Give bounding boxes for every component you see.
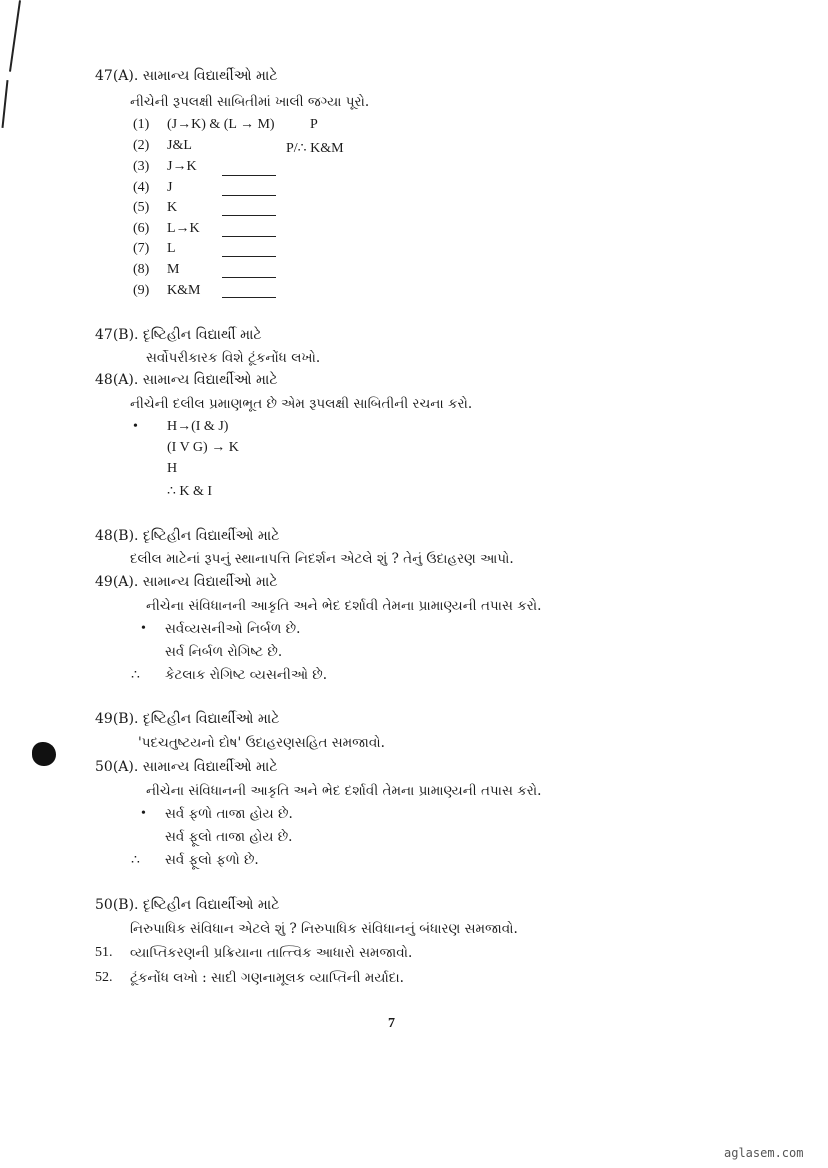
q52-number: 52. [95,970,113,985]
step-expression: K&M [167,283,201,298]
q51-number: 51. [95,945,113,960]
q48b-heading: 48(B). દૃષ્ટિહીન વિદ્યાર્થીઓ માટે [95,528,280,544]
conclusion-marker: P/∴ K&M [286,141,344,156]
q49a-heading: 49(A). સામાન્ય વિદ્યાર્થીઓ માટે [95,574,278,590]
bullet: • [133,419,138,434]
page-number: 7 [388,1016,395,1031]
step-expression: J [167,180,173,195]
scan-edge-mark [9,0,21,72]
step-expression: J&L [167,138,192,153]
syllogism-line: સર્વ ફળો તાજા હોય છે. [165,806,293,822]
answer-blank[interactable] [222,195,276,196]
q49b-text: 'પદચતુષ્ટયનો દોષ' ઉદાહરણસહિત સમજાવો. [138,735,385,751]
answer-blank[interactable] [222,277,276,278]
q49a-instruction: નીચેના સંવિધાનની આકૃતિ અને ભેદ દર્શાવી તેમના પ્રામાણ્યની તપાસ કરો. [146,598,542,614]
step-expression: (J→K) & (L → M) [167,117,275,132]
argument-line: (I V G) → K [167,440,239,455]
q52-text: ટૂંકનોંધ લખો : સાદી ગણનામૂલક વ્યાપ્તિની મર્યાદા. [130,970,404,986]
step-number: (7) [133,241,150,256]
scan-edge-mark [1,80,8,128]
answer-blank[interactable] [222,256,276,257]
step-number: (1) [133,117,150,132]
footer-watermark: aglasem.com [724,1146,804,1160]
q47b-heading: 47(B). દૃષ્ટિહીન વિદ્યાર્થી માટે [95,327,262,343]
answer-blank[interactable] [222,215,276,216]
step-expression: L→K [167,221,200,236]
q49b-heading: 49(B). દૃષ્ટિહીન વિદ્યાર્થીઓ માટે [95,711,280,727]
q50b-heading: 50(B). દૃષ્ટિહીન વિદ્યાર્થીઓ માટે [95,897,280,913]
q50b-text: નિરુપાધિક સંવિધાન એટલે શું ? નિરુપાધિક સંવિધાનનું બંધારણ સમજાવો. [130,921,518,937]
argument-line: H→(I & J) [167,419,229,434]
step-expression: K [167,200,178,215]
bullet: • [141,806,146,821]
therefore-symbol: ∴ [131,853,140,868]
step-number: (6) [133,221,150,236]
q47a-heading: 47(A). સામાન્ય વિદ્યાર્થીઓ માટે [95,68,278,84]
q48b-text: દલીલ માટેનાં રૂપનું સ્થાનાપત્તિ નિદર્શન એટલે શું ? તેનું ઉદાહરણ આપો. [130,551,514,567]
step-number: (3) [133,159,150,174]
argument-conclusion: ∴ K & I [167,484,213,499]
q48a-heading: 48(A). સામાન્ય વિદ્યાર્થીઓ માટે [95,372,278,388]
q50a-heading: 50(A). સામાન્ય વિદ્યાર્થીઓ માટે [95,759,278,775]
ink-blot [32,742,56,766]
syllogism-conclusion: કેટલાક રોગિષ્ટ વ્યસનીઓ છે. [165,667,328,683]
step-justification: P [310,117,318,132]
q51-text: વ્યાપ્તિકરણની પ્રક્રિયાના તાત્ત્વિક આધારો સમજાવો. [130,945,413,961]
step-number: (5) [133,200,150,215]
syllogism-line: સર્વ ફૂલો તાજા હોય છે. [165,829,293,845]
answer-blank[interactable] [222,297,276,298]
syllogism-conclusion: સર્વ ફૂલો ફળો છે. [165,852,259,868]
therefore-symbol: ∴ [131,668,140,683]
step-expression: L [167,241,176,256]
step-expression: J→K [167,159,197,174]
q50a-instruction: નીચેના સંવિધાનની આકૃતિ અને ભેદ દર્શાવી તેમના પ્રામાણ્યની તપાસ કરો. [146,783,542,799]
step-expression: M [167,262,180,277]
argument-line: H [167,461,178,476]
step-number: (2) [133,138,150,153]
step-number: (9) [133,283,150,298]
syllogism-line: સર્વ નિર્બળ રોગિષ્ટ છે. [165,644,283,660]
syllogism-line: સર્વવ્યસનીઓ નિર્બળ છે. [165,621,301,637]
q48a-instruction: નીચેની દલીલ પ્રમાણભૂત છે એમ રૂપલક્ષી સાબિતીની રચના કરો. [130,396,473,412]
step-number: (4) [133,180,150,195]
answer-blank[interactable] [222,175,276,176]
answer-blank[interactable] [222,236,276,237]
bullet: • [141,621,146,636]
q47b-text: સર્વોપરીકારક વિશે ટૂંકનોંધ લખો. [146,350,321,366]
step-number: (8) [133,262,150,277]
q47a-instruction: નીચેની રૂપલક્ષી સાબિતીમાં ખાલી જગ્યા પૂરો. [130,94,370,110]
